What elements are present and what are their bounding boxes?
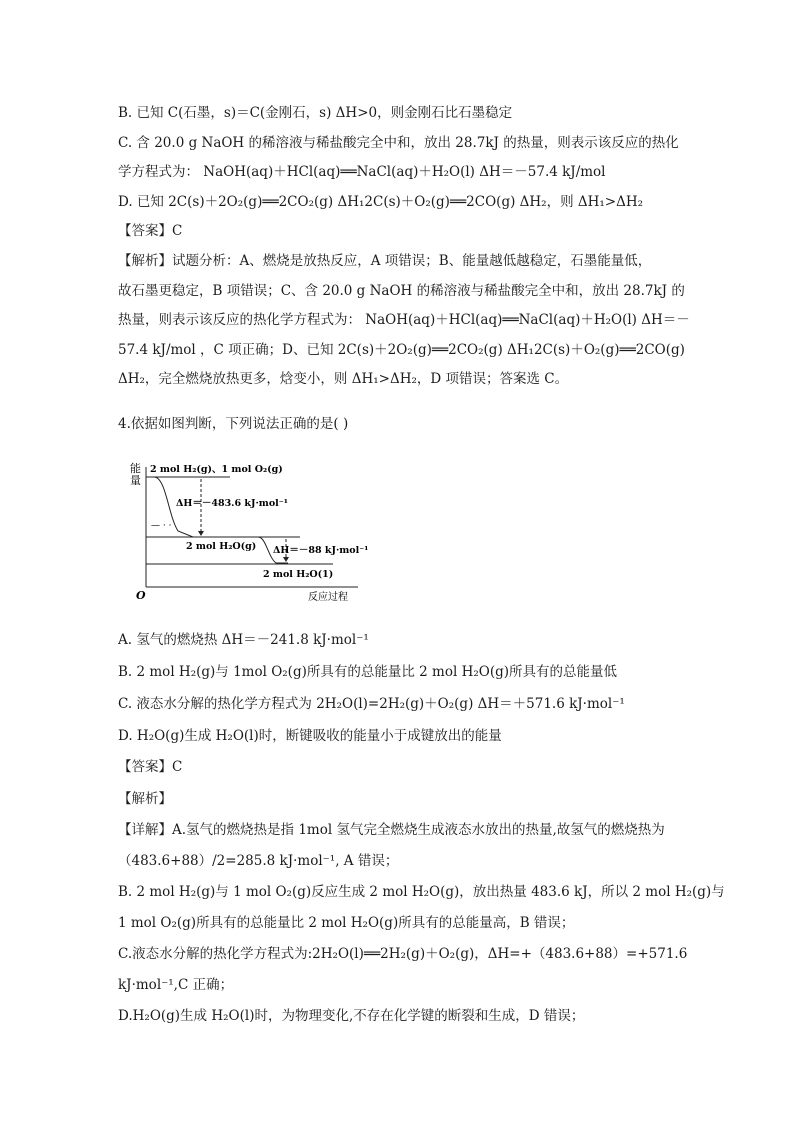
q4-answer-label: 【答案】C [118,759,183,775]
q4-detail-line-2: （483.6+88）/2=285.8 kJ·mol⁻¹, A 错误； [118,853,399,869]
analysis-line-1: 【解析】试题分析：A、燃烧是放热反应，A 项错误；B、能量越低越稳定，石墨能量低， [118,253,652,269]
option-d-text: D. 已知 2C(s)＋2O₂(g)══2CO₂(g) ΔH₁2C(s)＋O₂(g)══2CO(g) ΔH₂，则 ΔH₁>ΔH₂ [118,194,644,210]
level-bottom-label: 2 mol H₂O(1) [263,569,334,580]
delta-h1-arrowhead [198,531,204,536]
q4-detail-line-5: C.液态水分解的热化学方程式为:2H₂O(l)══2H₂(g)＋O₂(g)，ΔH=+（483.6+88）=+571.6 [118,946,688,962]
delta-h1-label: ΔH＝－483.6 kJ·mol⁻¹ [176,498,288,509]
q4-option-b: B. 2 mol H₂(g)与 1mol O₂(g)所具有的总能量比 2 mol H₂O(g)所具有的总能量低 [118,664,617,680]
energy-diagram [118,455,368,605]
q4-option-d: D. H₂O(g)生成 H₂O(l)时，断键吸收的能量小于成键放出的能量 [118,728,502,744]
q4-option-a: A. 氢气的燃烧热 ΔH＝－241.8 kJ·mol⁻¹ [118,632,369,648]
analysis-line-2: 故石墨更稳定，B 项错误；C、含 20.0 g NaOH 的稀溶液与稀盐酸完全中和，放出 28.7kJ 的 [118,283,685,299]
q4-analysis-label: 【解析】 [118,791,172,807]
option-c-text-cont: 学方程式为： NaOH(aq)＋HCl(aq)══NaCl(aq)＋H₂O(l) ΔH＝－57.4 kJ/mol [118,164,606,180]
level-top-label: 2 mol H₂(g)、1 mol O₂(g) [150,464,283,475]
q4-detail-line-4: 1 mol O₂(g)所具有的总能量比 2 mol H₂O(g)所具有的总能量高，B 错误； [118,915,575,931]
q4-detail-line-3: B. 2 mol H₂(g)与 1 mol O₂(g)反应生成 2 mol H₂O(g)，放出热量 483.6 kJ，所以 2 mol H₂(g)与 [118,884,725,900]
level-mid-label: 2 mol H₂O(g) [186,541,257,552]
origin-label: O [136,589,146,602]
option-b-text: B. 已知 C(石墨，s)＝C(金刚石，s) ΔH>0，则金刚石比石墨稳定 [118,105,513,121]
q4-option-c: C. 液态水分解的热化学方程式为 2H₂O(l)=2H₂(g)＋O₂(g) ΔH＝＋571.6 kJ·mol⁻¹ [118,696,625,712]
analysis-line-5: ΔH₂，完全燃烧放热更多，焓变小，则 ΔH₁>ΔH₂，D 项错误；答案选 C。 [118,371,569,387]
y-axis-label-1: 能 [130,462,141,475]
dash-marks: — · · [151,521,172,531]
q4-detail-line-1: 【详解】A.氢气的燃烧热是指 1mol 氢气完全燃烧生成液态水放出的热量,故氢气的燃烧热为 [118,822,665,838]
q4-detail-line-6: kJ·mol⁻¹,C 正确； [118,977,234,993]
delta-h2-arrowhead [283,557,289,562]
option-c-text: C. 含 20.0 g NaOH 的稀溶液与稀盐酸完全中和，放出 28.7kJ 的热量，则表示该反应的热化 [118,135,679,151]
analysis-line-3: 热量，则表示该反应的热化学方程式为： NaOH(aq)＋HCl(aq)══NaCl(aq)＋H₂O(l) ΔH＝－ [118,312,690,328]
delta-h2-label: ΔH＝－88 kJ·mol⁻¹ [273,545,368,556]
x-axis-label: 反应过程 [308,592,348,603]
answer-label: 【答案】C [118,223,183,239]
q4-detail-line-7: D.H₂O(g)生成 H₂O(l)时，为物理变化,不存在化学键的断裂和生成，D 错误； [118,1008,585,1024]
analysis-line-4: 57.4 kJ/mol ，C 项正确；D、已知 2C(s)＋2O₂(g)══2CO₂(g) ΔH₁2C(s)＋O₂(g)══2CO(g) [118,342,685,358]
question-4-title: 4.依据如图判断，下列说法正确的是( ) [118,416,349,432]
y-axis-label-2: 量 [130,474,141,487]
